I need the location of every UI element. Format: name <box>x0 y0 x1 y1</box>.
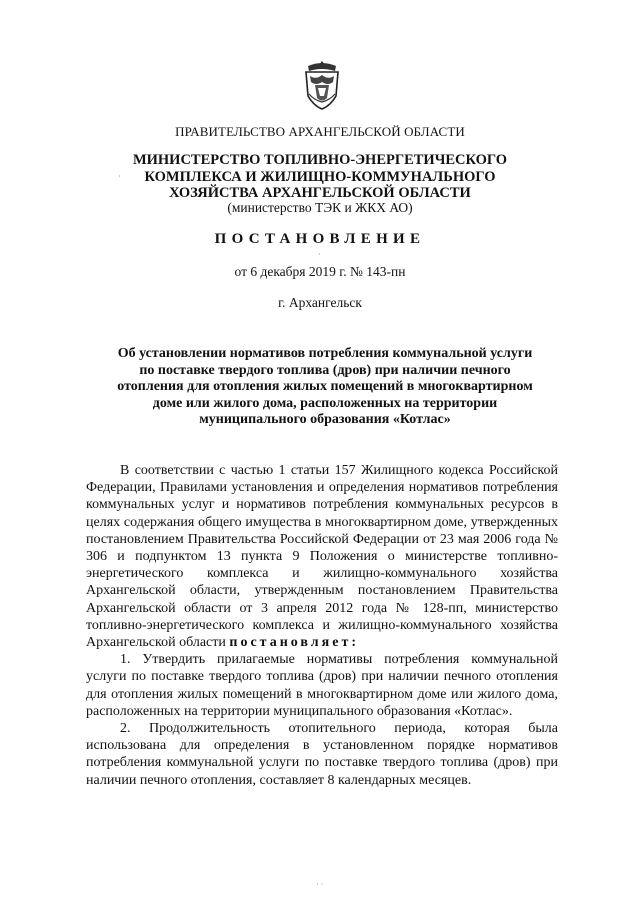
paragraph-text: В соответствии с частью 1 статьи 157 Жилищного кодекса Российской Федерации, Правилами установления и определения нормативов потребления коммунальных услуг и нормативов потребления коммунальных ресурсов в целях содержания общего имущества в многоквартирном доме, утвержденных постановлением Правительства Российской Федерации от 23 мая 2006 года № 306 и подпунктом 13 пункта 9 Положения о министерстве топливно-энергетического комплекса и жилищно-коммунального хозяйства Архангельской области, утвержденным постановлением Правительства Архангельской области от 3 апреля 2012 года № 128-пп, министерство топливно-энергетического комплекса и жилищно-коммунального хозяйства Архангельской области <box>86 463 558 651</box>
scan-speck: · <box>318 250 321 259</box>
title-line: по поставке твердого топлива (дров) при наличии печного <box>139 362 511 378</box>
ministry-line: ХОЗЯЙСТВА АРХАНГЕЛЬСКОЙ ОБЛАСТИ <box>169 185 471 201</box>
body-paragraph <box>86 462 558 651</box>
document-title <box>110 346 540 429</box>
document-body <box>86 462 558 789</box>
title-line: Об установлении нормативов потребления коммунальной услуги <box>117 346 533 361</box>
resolution-keyword: постановляет: <box>229 635 359 651</box>
document-date-number: от 6 декабря 2019 г. № 143-пн <box>234 264 406 279</box>
scan-speck: · <box>118 172 121 181</box>
ministry-abbreviation: (министерство ТЭК и ЖКХ АО) <box>227 200 413 215</box>
body-paragraph-item-2: 2. Продолжительность отопительного периода, которая была использована для определения в установленном порядке нормативов потребления коммунальной услуги по поставке твердого топлива (дров) при наличии печного отопления, составляет 8 календарных месяцев. <box>86 721 558 788</box>
document-city: г. Архангельск <box>278 295 362 310</box>
document-type: ПОСТАНОВЛЕНИЕ <box>214 231 426 247</box>
title-line: муниципального образования «Котлас» <box>199 412 451 427</box>
government-name: ПРАВИТЕЛЬСТВО АРХАНГЕЛЬСКОЙ ОБЛАСТИ <box>175 124 465 139</box>
ministry-line: КОМПЛЕКСА И ЖИЛИЩНО-КОММУНАЛЬНОГО <box>144 168 496 185</box>
title-line: доме или жилого дома, расположенных на территории <box>152 395 498 411</box>
title-line: отопления для отопления жилых помещений в многоквартирном <box>117 379 533 394</box>
coat-of-arms-icon <box>300 58 344 112</box>
ministry-line: МИНИСТЕРСТВО ТОПЛИВНО-ЭНЕРГЕТИЧЕСКОГО <box>132 152 508 168</box>
body-paragraph-item-1: 1. Утвердить прилагаемые нормативы потребления коммунальной услуги по поставке твердого топлива (дров) при наличии печного отопления для отопления жилых помещений в многоквартирном доме или жилого дома, расположенных на территории муниципального образования «Котлас». <box>86 652 558 719</box>
ministry-name <box>0 152 640 202</box>
scan-speck: · · <box>316 880 324 889</box>
